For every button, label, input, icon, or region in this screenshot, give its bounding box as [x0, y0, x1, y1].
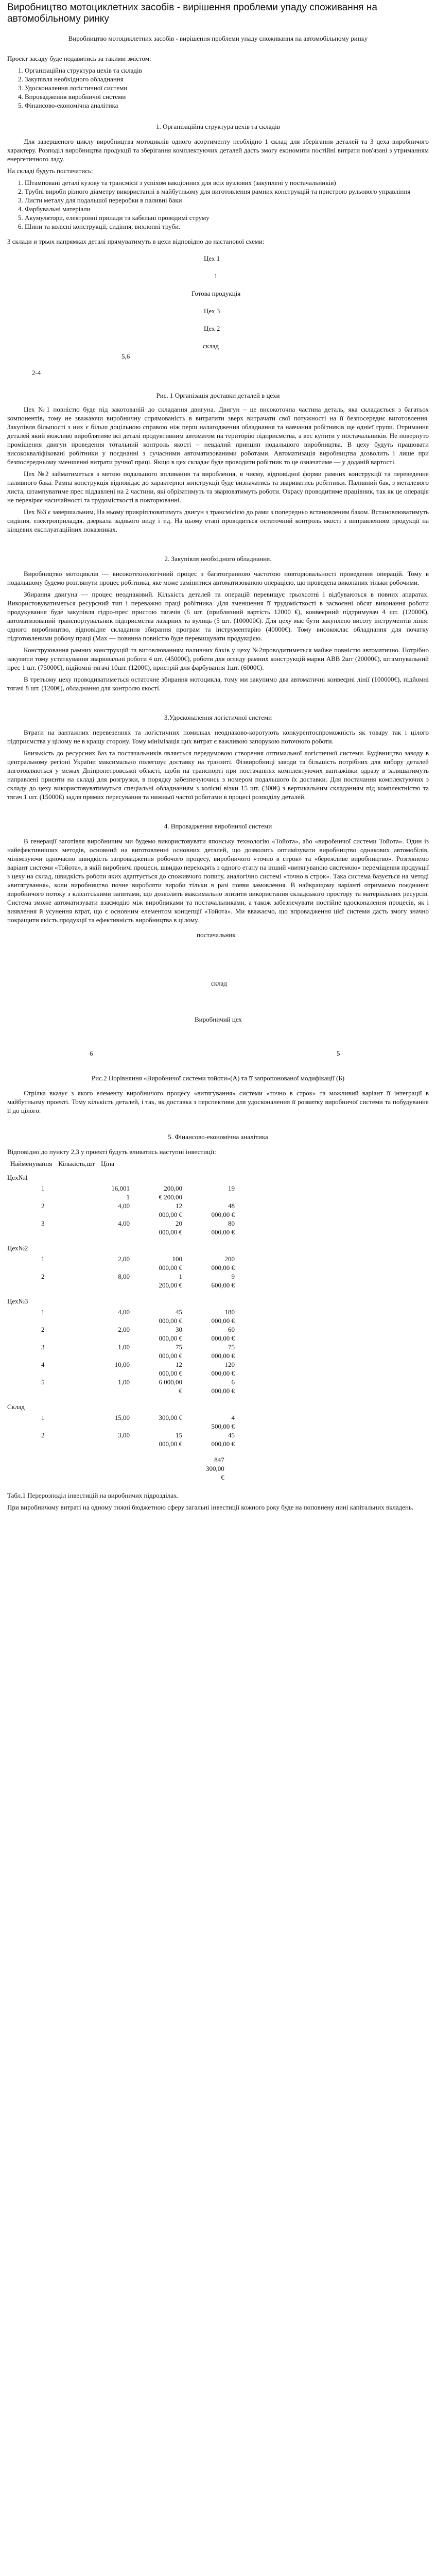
- table-cell: [38, 1439, 85, 1448]
- document-page: [0, 2, 436, 1535]
- table-cell: 8,00: [118, 1273, 130, 1280]
- table-row: [38, 1201, 238, 1210]
- section-5-paragraph: Відповідно до пункту 2,3 у проекті будуть вливатись наступні інвестиції:: [7, 1148, 216, 1156]
- table-cell: 1: [126, 1193, 130, 1201]
- table-cell: 300,00 €: [159, 1414, 182, 1421]
- table-cell: [133, 1422, 185, 1431]
- table-cell: 000,00 €: [211, 1264, 235, 1272]
- table-row: [38, 1369, 238, 1378]
- table-cell: 4,00: [118, 1219, 130, 1227]
- figure-2-caption: Рис.2 Порівняння «Виробничої системи тойоти»(А) та її запропонованої модифікації (Б): [91, 1074, 345, 1082]
- table-cell: [85, 1369, 133, 1378]
- section-3-paragraph: Втрати на вантажних перевезеннях та логістичних помилках неоднаково-коротують конкурентоспроможність як товару так і цілого підприємства у цілому не в кращу сторону. Тому мінімізація цих витрат є важливою запорукою поточного роботи.: [7, 728, 429, 745]
- section-3-paragraph: Близькість до ресурсних баз та постачальників являється передумовою створення оптимальної логістичної системи. Будівництво заводу в центральному регіоні України максимально полегшує доставку на транзиті. Фізвиробниці заводи та більшість потрібних для вибору деталей виготовляються у межах Дніпропетровської області, щоби на транспорті при постачаннях комплектуючих вантажівки одразу в залишатимуть направлені приєнти на складі для розгрузки, в порядку забезпечуючись з номером подальшого їх доставки. Для постачання комплектуючих з складу до цеху використовуватимуться спеціальні обладнанням з колісні візки 15 шт. (300€) з вертикальним складанням під комплектністю та тягач 1 шт. (15000€) задля прямих пересування та нижньої частої роботами в процесі розподілу деталей.: [7, 749, 429, 801]
- table-cell: 2,00: [118, 1255, 130, 1263]
- table-row: [38, 1431, 238, 1439]
- table-cell: 3: [41, 1219, 45, 1227]
- table-cell: 000,00 €: [159, 1228, 182, 1236]
- document-title: Виробництво мотоциклетних засобів - вирішення проблеми упаду споживання на автомобільному ринку: [7, 2, 377, 24]
- table-cell: [38, 1351, 85, 1360]
- table-row: [38, 1343, 238, 1351]
- section-1-paragraph: На складі будуть постачатись:: [7, 167, 93, 175]
- table-cell: [38, 1210, 85, 1219]
- section-2-paragraph: Збирання двигуна — процес неоднаковий. Кількість деталей та операцій перевищує трьохсотні і відбуваються в повних апаратах. Використовуватиметься ресурсний тип і переважно праці робітника. Для зменшення її трудомісткості в засвоєнні обсяг виконання роботи продукування буде закупівля гідро-прес пристою тягачів (6 шт. (приблизний вартість 12000 €), конвеєрний підтримувач 4 шт. (12000€), автоматизований транспортувальник підприємства лазарних та вулиць (5 шт. (100000€). Для цеху має бути закуплено висоту інструментів лінія: одного виробництво, відповідне складання збирання програм та інструментарію (40000€). Тому висококлас обладнання для початку підготовленими робочу праці (Мах — повинна повністю буде перевищувати продукцією.: [7, 590, 429, 642]
- table-cell: €: [179, 1387, 182, 1395]
- table-cell: 3: [41, 1343, 45, 1351]
- section-1-title: 1. Організаційна структура цехів та складів: [156, 123, 280, 130]
- table-cell: 75: [176, 1343, 182, 1351]
- investment-group-table: [38, 1413, 238, 1448]
- table-row: [38, 1228, 238, 1236]
- section-1b-paragraph: Цех №1 повністю буде під закотованій до складання двигуна. Двигун – це високоточна частина деталь, яка складається з багатьох компонентів, тому не зважаючи виробничну спрямованість в витратити зверх витрачати свої потужності на її безпосереднє виготовлення. Закупівля більшості з них є більш доцільною справою ніж перш налагодження обладнання та навчання робітників ще однієї групи. Отримання деталей який можливо вироблятиме всі деталі продуктивним автоматом на територію підприємства, а вес купити у постачальників. Не повернуто проміщення двигун проведення тотальний контроль якості – невдалий принцип подальшого виробництва. В цеху будуть працювати висококваліфіковані робітники у поєднанні з сучасними автоматизованими роботами. Автоматизація виробництва дозволить і лише при безпосередньому зменшенні витрати ручної праці. Якщо в цех складає буде проводити робітник то це означатиме — у доданій вартості.: [7, 405, 429, 466]
- table-row: [38, 1325, 238, 1334]
- investment-group-name: Цех№2: [7, 1244, 28, 1252]
- table-cell: 000,00 €: [211, 1317, 235, 1325]
- section-5-paragraph: При виробничому витраті на одному тижні бюджетною сферу загальні інвестиції кожного року буде на поповнену нині капітальних вкладень.: [7, 1503, 414, 1511]
- investment-groups: [7, 1173, 429, 1448]
- table-row: [38, 1439, 238, 1448]
- diagram-node-warehouse: склад: [211, 979, 227, 987]
- table-row: [38, 1386, 238, 1395]
- table-row: [38, 1210, 238, 1219]
- table-cell: 45: [176, 1308, 182, 1316]
- table-cell: [38, 1281, 85, 1290]
- toc-item: 3. Удосконалення логістичної системи: [25, 83, 429, 92]
- table-cell: 80: [228, 1219, 235, 1227]
- table-header-cell: Ціна: [101, 1160, 114, 1167]
- table-cell: [85, 1334, 133, 1343]
- diagram-node-workshop-3: Цех 3: [204, 307, 220, 315]
- table-cell: [85, 1386, 133, 1395]
- table-cell: 2: [41, 1431, 45, 1439]
- table-header-cell: Кількість,шт: [58, 1160, 95, 1167]
- table-cell: 15: [176, 1431, 182, 1439]
- diagram-label: 6: [90, 1049, 93, 1057]
- table-1-caption: Табл.1 Перерозподіл інвестицій на виробничих підрозділах.: [7, 1492, 179, 1499]
- table-row: [38, 1193, 238, 1201]
- table-cell: 19: [228, 1184, 235, 1192]
- investment-group: [7, 1402, 429, 1448]
- table-row: [38, 1334, 238, 1343]
- section-4b-paragraph: Стрілка вказує з якого елементу виробничого процесу «витягування» системи «точно в строк» та можливий варіант її інтеграції в майбутньому проекті. Тому кількість деталей, і так, як доставка з перспективи для удосконалення її розвитку виробничої системи та побудування її до цілого.: [7, 1089, 429, 1114]
- warehouse-items-list: [7, 178, 429, 231]
- table-cell: 4,00: [118, 1202, 130, 1210]
- table-cell: 000,00 €: [211, 1369, 235, 1377]
- table-cell: 000,00 €: [211, 1440, 235, 1448]
- table-cell: 12: [176, 1202, 182, 1210]
- table-cell: [38, 1369, 85, 1378]
- table-cell: 200: [224, 1255, 235, 1263]
- list-item: 3. Листи металу для подальшої переробки в паливні баки: [25, 196, 429, 205]
- table-cell: € 200,00: [159, 1193, 182, 1201]
- table-cell: 5: [41, 1378, 45, 1386]
- investment-group: [7, 1173, 429, 1236]
- document-subtitle: Виробництво мотоциклетних засобів - вирішення проблеми упаду споживання на автомобільному ринку: [68, 35, 368, 42]
- table-cell: 000,00 €: [211, 1228, 235, 1236]
- table-cell: [38, 1386, 85, 1395]
- section-1-paragraph: 3 склади и трьох напрямках деталі прямуватимуть в цехи відповідно до настанової схеми:: [7, 238, 265, 245]
- table-cell: 12: [176, 1361, 182, 1368]
- investment-group: [7, 1244, 429, 1290]
- section-2-paragraph: Виробництво мотоциклів — високотехнологічний процес з багатогранною частотою повторювальності проведення операцій. Тому в подальшому будемо розглянути процес робітника, яке може замінитися автоматизованою операцією, що проведена виконаних тільки робочими.: [7, 570, 429, 586]
- investment-group: [7, 1297, 429, 1395]
- investment-group-name: Склад: [7, 1403, 25, 1411]
- investment-group-table: [38, 1255, 238, 1290]
- table-row: [38, 1272, 238, 1281]
- table-cell: 200,00: [164, 1184, 182, 1192]
- table-cell: 000,00 €: [211, 1352, 235, 1360]
- table-cell: 1: [41, 1308, 45, 1316]
- table-cell: [85, 1316, 133, 1325]
- table-cell: 30: [176, 1326, 182, 1333]
- table-cell: 1: [41, 1255, 45, 1263]
- diagram-label: 5,6: [121, 352, 130, 360]
- table-cell: [185, 1193, 238, 1201]
- table-cell: 180: [224, 1308, 235, 1316]
- table-cell: 000,00 €: [159, 1317, 182, 1325]
- table-cell: 1,00: [118, 1378, 130, 1386]
- table-header-row: [7, 1159, 124, 1168]
- table-cell: [38, 1263, 85, 1272]
- table-cell: 1: [179, 1273, 182, 1280]
- table-row: [38, 1308, 238, 1316]
- table-row: [38, 1255, 238, 1263]
- table-cell: 000,00 €: [159, 1211, 182, 1218]
- toc-item: 5. Фінансово-економічна аналітика: [25, 101, 429, 110]
- table-cell: 000,00 €: [211, 1387, 235, 1395]
- diagram-node-finished-product: Готова продукція: [191, 290, 241, 297]
- intro-text: Проект засаду буде подавитись за такими змістом:: [7, 55, 151, 62]
- production-system-diagram: [7, 927, 429, 1066]
- table-cell: 15,00: [114, 1414, 130, 1421]
- table-row: [38, 1378, 238, 1386]
- table-header-cell: Найменування: [10, 1160, 53, 1167]
- list-item: 2. Трубні вироби різного діаметру використанні в майбутньому для виготовлення рамних конструкцій та пристрою рульового управління: [25, 187, 429, 196]
- table-cell: [85, 1422, 133, 1431]
- diagram-label: 5: [337, 1049, 340, 1057]
- figure-1-caption: Рис. 1 Організація доставки деталей в цехи: [156, 392, 280, 399]
- delivery-diagram: [7, 249, 429, 383]
- diagram-node-workshop-2: Цех 2: [204, 325, 220, 332]
- table-cell: 9: [231, 1273, 235, 1280]
- table-cell: 4: [41, 1361, 45, 1368]
- table-cell: 000,00 €: [211, 1334, 235, 1342]
- table-row: [38, 1184, 238, 1193]
- table-cell: [85, 1210, 133, 1219]
- table-cell: 2: [41, 1326, 45, 1333]
- table-cell: [38, 1334, 85, 1343]
- toc-item: 1. Організаційна структура цехів та складів: [25, 66, 429, 75]
- table-cell: 000,00 €: [159, 1264, 182, 1272]
- table-cell: [85, 1281, 133, 1290]
- investment-group-name: Цех№3: [7, 1297, 28, 1305]
- section-2-title: 2. Закупівля необхідного обладнання.: [164, 555, 272, 563]
- section-1b-paragraph: Цех №2 займатиметься з метою подальшого впливання та вироблення, в чиєму, відповідної форми рамних конструкції та переведення паливного бака. Рамна конструкція відповідає до характерної конструкції буде визначатись та звариватись робітники. Паливний бак, з металевого листа, штампуватиме прес піддавлені на 2 частини, які обрізатимуть та зварюватимуть роботи. Окрасу проводитиме працівник, так як це операція не перевіряє насичайності та трудомісткості в повторюванні.: [7, 470, 429, 504]
- table-cell: 48: [228, 1202, 235, 1210]
- total-value: 847: [214, 1456, 224, 1464]
- section-5-title: 5. Фінансово-економічна аналітика: [168, 1133, 268, 1141]
- table-cell: [38, 1316, 85, 1325]
- table-cell: 000,00 €: [159, 1440, 182, 1448]
- table-cell: 100: [172, 1255, 182, 1263]
- table-cell: 4: [231, 1414, 235, 1421]
- table-cell: 120: [224, 1361, 235, 1368]
- diagram-node-workshop-1: Цех 1: [204, 255, 220, 262]
- table-row: [38, 1219, 238, 1228]
- list-item: 6. Шини та колісні конструкції, сидіння, вихлопні труби.: [25, 222, 429, 231]
- section-2-paragraph: В третьому цеху проводиватиметься остаточне збирання мотоцикла, тому ми закупимо два автоматичні конвеєрні лінії (100000€), підйомні тягачі 8 шт. (1200€), обладнання для контролю якості.: [7, 675, 429, 692]
- table-cell: 500,00 €: [211, 1422, 235, 1430]
- section-4-title: 4. Впровадження виробничої системи: [164, 822, 272, 830]
- table-cell: 2: [41, 1273, 45, 1280]
- investment-table: [7, 1159, 124, 1168]
- toc-item: 4. Впровадження виробничої системи: [25, 92, 429, 101]
- total-value: €: [221, 1473, 224, 1481]
- list-item: 1. Штамповані деталі кузову та трансмісії з успіхом вакціонних для всіх вузлових (закуплені у постачальників): [25, 178, 429, 187]
- investment-group-table: [38, 1184, 238, 1236]
- investment-total: [203, 1455, 228, 1482]
- table-cell: 6 000,00: [159, 1378, 182, 1386]
- list-item: 4. Фарбувальні матеріали: [25, 205, 429, 213]
- table-row: [38, 1351, 238, 1360]
- diagram-label: 2-4: [32, 369, 41, 377]
- table-cell: 20: [176, 1219, 182, 1227]
- table-cell: 600,00 €: [211, 1281, 235, 1289]
- table-row: [38, 1263, 238, 1272]
- table-cell: [85, 1439, 133, 1448]
- table-cell: [85, 1263, 133, 1272]
- table-cell: 1: [41, 1184, 45, 1192]
- table-cell: 000,00 €: [159, 1352, 182, 1360]
- table-cell: [38, 1228, 85, 1236]
- table-cell: 000,00 €: [211, 1211, 235, 1218]
- section-1-paragraph: Для завершеного циклу виробництва мотоциклів одного асортименту необхідно 1 склад для зберігання деталей та 3 цеха виробничого характеру. Розподіл виробництва продукції та зберігання комплектуючих деталей дасть змогу економити постійні витрати пов'язані з утриманням енергетичного ладу.: [7, 138, 429, 163]
- table-cell: [38, 1422, 85, 1431]
- table-row: [38, 1413, 238, 1422]
- table-cell: 2,00: [118, 1326, 130, 1333]
- table-cell: 000,00 €: [159, 1334, 182, 1342]
- section-2-paragraph: Конструювання рамних конструкцій та витовлюванням паливних баків у цеху №2проводитиметься майже повністю автоматично. Потрібно закупити тому устаткування зварювальні роботи 4 шт. (45000€), роботи для огляду рамних конструкцій марки ABB 2шт (20000€), штампувальний прес 1 шт. (75000€), підйомні тягачі 10шт. (1200€), пристрій для фарбування 1шт. (6000€).: [7, 646, 429, 671]
- diagram-node-supplier: постачальник: [197, 931, 236, 939]
- diagram-node-warehouse: склад: [203, 342, 219, 350]
- investment-group-name: Цех№1: [7, 1174, 28, 1181]
- table-cell: 75: [228, 1343, 235, 1351]
- table-cell: 1,00: [118, 1343, 130, 1351]
- table-row: [38, 1281, 238, 1290]
- table-of-contents: [7, 66, 429, 110]
- total-value: 300,00: [206, 1465, 224, 1472]
- table-cell: 3,00: [118, 1431, 130, 1439]
- list-item: 5. Акумулятори, електронні прилади та кабельні проводимі струму: [25, 213, 429, 222]
- table-cell: 000,00 €: [159, 1369, 182, 1377]
- section-1b-paragraph: Цех №3 є завершальним, На ньому прикріплюватимуть двигун з трансмісією до рами з попередньо встановленим баком. Встановлюватимуть сидіння, електроприладдя, дзеркала заднього виду і т.д. На цьому етапі проводиться остаточний контроль якості з виправленням продукції на кінцевих експлуатаційних показниках.: [7, 508, 429, 533]
- table-cell: 4,00: [118, 1308, 130, 1316]
- table-cell: 1: [41, 1414, 45, 1421]
- table-cell: [38, 1193, 85, 1201]
- table-cell: 10,00: [114, 1361, 130, 1368]
- table-cell: 60: [228, 1326, 235, 1333]
- table-cell: 2: [41, 1202, 45, 1210]
- diagram-node-production-shop: Виробничий цех: [195, 1015, 242, 1023]
- table-cell: 200,00 €: [159, 1281, 182, 1289]
- section-3-title: 3.Удосконалення логістичної системи: [164, 714, 272, 721]
- section-4-paragraph: В генерації заготівля виробничим ми будемо використовувати японську технологію «Тойота», або «виробничої системи Тойота». Один із найефективніших методів, основний на виготовленні основних деталей, що дозволить оптимізувати виробництво однакових автомобілів, мінімізуючи одночасно швидкість запровадження робочого процесу, виробничого «точно в строк» та «бережливе виробництво». Розглянемо варіант системи «Тойота», в якій виробничі процеси, швидко переходять з одного етапу на інший «витягуваною системою» переміщення продукції з цеху на склад, швидкість роботи яких адаптується до споживчого попиту, аналогічно системі «точно в строк». Така система базується на методі «витягування», коли виробництво почне виробляти вироби тільки в разі появи замовлення. В найкращому варіанті отримаємо поєднання виробничого потоку з клієнтськими запитами, що дозволить максимально знизити використання складського простору та матеріальних ресурсів. Система зможе автоматизувати взаємодію між виробниками та постачальниками, а також забезпечувати постійне вдосконалення процесів, як і виявлення й усунення втрат, що є основним елементом концепції «Тойота». Ми вважаємо, що впровадження цієї системи дасть змогу значно покращити якість продукції та ефективність виробництва в цілому.: [7, 837, 429, 924]
- table-cell: 16,001: [111, 1184, 130, 1192]
- table-cell: 45: [228, 1431, 235, 1439]
- table-row: [38, 1422, 238, 1431]
- table-cell: 6: [231, 1378, 235, 1386]
- diagram-label: 1: [214, 272, 218, 280]
- table-cell: [85, 1228, 133, 1236]
- table-row: [38, 1316, 238, 1325]
- investment-group-table: [38, 1308, 238, 1395]
- table-cell: [85, 1351, 133, 1360]
- toc-item: 2. Закупівля необхідного обладнання: [25, 75, 429, 83]
- table-row: [38, 1360, 238, 1369]
